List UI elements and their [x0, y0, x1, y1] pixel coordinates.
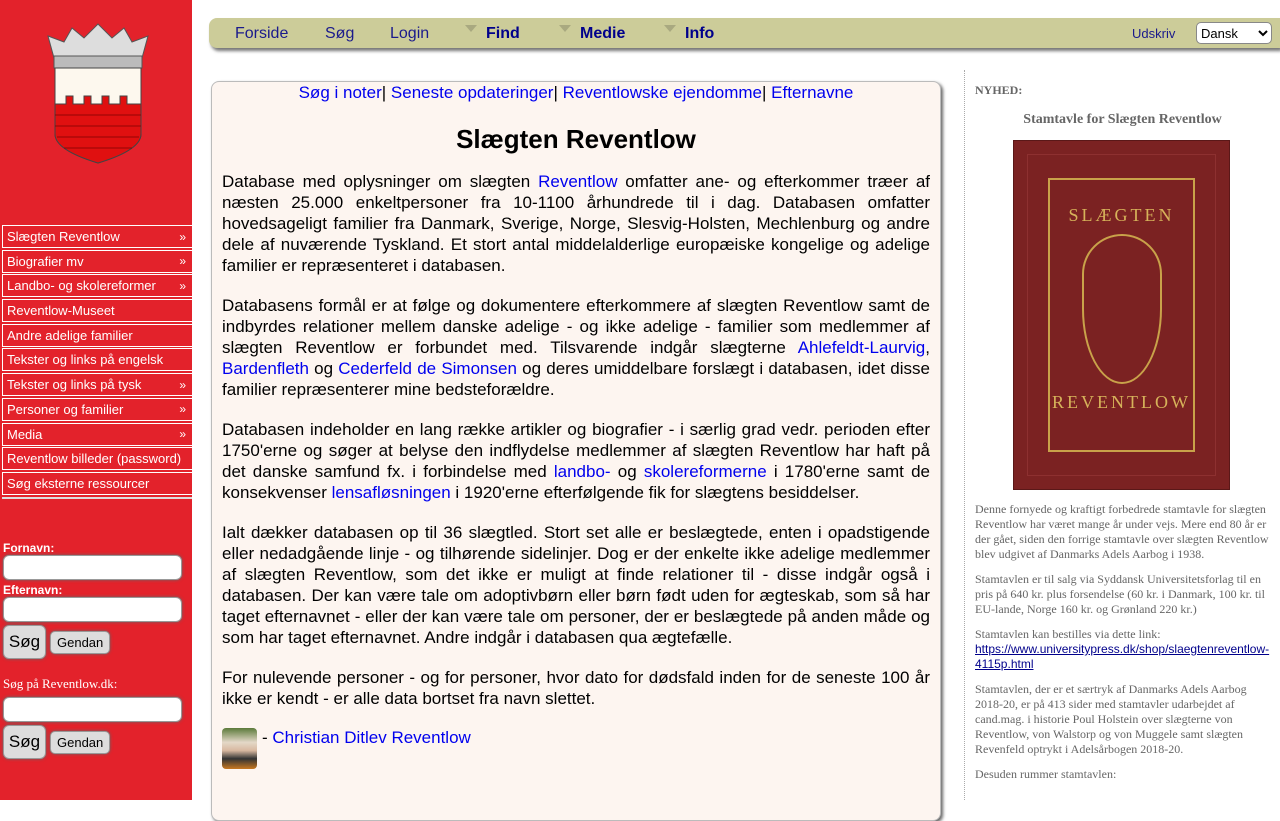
- coat-of-arms-logo: [44, 22, 152, 164]
- top-navigation: [209, 18, 1280, 48]
- inline-link[interactable]: Ahlefeldt-Laurvig: [797, 338, 926, 357]
- dash: -: [262, 728, 268, 747]
- menu-divider: [2, 497, 192, 499]
- menu-item-label: Landbo- og skolereformer: [7, 278, 156, 294]
- sidebar-menu-item[interactable]: [2, 274, 192, 297]
- book-cover-bottom-text: REVENTLOW: [1052, 392, 1191, 412]
- paragraph: [222, 667, 930, 709]
- language-select[interactable]: [1196, 22, 1272, 44]
- print-link[interactable]: Udskriv: [1132, 26, 1176, 41]
- text-segment: omfatter ane- og efterkommer træer af næsten 25.000 enkeltpersoner fra 10-1100 århundrede til i dag. Databasen omfatter hovedsageligt familier fra Danmark, Sverige, Norge, Slesvig-Holsten, Mechlenburg og andre dele af nuværende Tyskland. Et stort antal middelalderlige europæiske kongelige og adelige familier er repræsenteret i databasen.: [222, 172, 930, 275]
- intro-text: [222, 171, 930, 709]
- site-search-button[interactable]: Søg: [3, 725, 46, 759]
- paragraph: [222, 295, 930, 400]
- inline-link[interactable]: landbo-: [553, 462, 611, 481]
- sidebar-menu-item[interactable]: [2, 299, 192, 322]
- news-title: Stamtavle for Slægten Reventlow: [1023, 112, 1222, 127]
- link-surnames[interactable]: Efternavne: [771, 83, 854, 102]
- menu-item-label: Tekster og links på engelsk: [7, 352, 164, 368]
- inline-link[interactable]: Reventlow: [538, 172, 618, 191]
- author-signature: [222, 728, 930, 769]
- paragraph: [222, 522, 930, 648]
- last-name-label: Efternavn:: [3, 583, 63, 597]
- news-paragraph: Stamtavlen, der er et særtryk af Danmarks Adels Aarbog 2018-20, er på 413 sider med stamtavler udarbejdet af cand.mag. i historie Poul Holstein over slægterne von Reventlow, von Walstorp og von Muggele samt slægten Revenfeld optrykt i Adelsårbogen 2018-20.: [975, 682, 1247, 756]
- book-cover-image[interactable]: [1013, 140, 1230, 490]
- sidebar-menu-item[interactable]: [2, 472, 192, 495]
- last-name-input[interactable]: [3, 597, 182, 622]
- text-segment: i 1920'erne efterfølgende fik for slægtens besiddelser.: [450, 483, 860, 502]
- text-segment: og: [610, 462, 644, 481]
- menu-item-label: Media: [7, 426, 43, 442]
- submenu-arrow-icon: »: [179, 402, 186, 417]
- news-panel: [975, 83, 1270, 792]
- order-text: Stamtavlen kan bestilles via dette link:: [975, 627, 1161, 641]
- sidebar: [0, 0, 192, 800]
- site-reset-button[interactable]: Gendan: [50, 731, 110, 754]
- author-avatar: [222, 728, 257, 769]
- first-name-label: Fornavn:: [3, 541, 55, 555]
- link-search-notes[interactable]: Søg i noter: [298, 83, 382, 102]
- menu-item-label: Reventlow-Museet: [7, 303, 115, 319]
- separator: |: [762, 83, 767, 102]
- nav-forside[interactable]: Forside: [235, 25, 289, 42]
- nav-find[interactable]: Find: [486, 25, 520, 42]
- main-content: [211, 81, 941, 821]
- reset-button[interactable]: Gendan: [50, 631, 110, 654]
- dropdown-arrow-icon: [559, 25, 571, 32]
- nav-medie[interactable]: Medie: [580, 25, 626, 42]
- dropdown-arrow-icon: [664, 25, 676, 32]
- text-segment: ,: [925, 338, 930, 357]
- first-name-input[interactable]: [3, 555, 182, 580]
- nav-info[interactable]: Info: [685, 25, 715, 42]
- paragraph: [222, 171, 930, 276]
- inline-link[interactable]: Bardenfleth: [222, 359, 309, 378]
- text-segment: og deres umiddelbare forslægt i databasen, idet disse familier repræsenterer mine bedsteforældre.: [222, 359, 930, 399]
- submenu-arrow-icon: »: [179, 427, 186, 441]
- menu-item-label: Biografier mv: [7, 253, 84, 269]
- news-heading: NYHED:: [975, 83, 1023, 97]
- column-divider: [964, 70, 965, 800]
- page-title: Slægten Reventlow: [456, 124, 696, 154]
- news-paragraph: Denne fornyede og kraftigt forbedrede stamtavle for slægten Reventlow har været mange år under vejs. Mere end 80 år er der gået, siden den forrige stamtavle over slægten Reventlow blev udgivet af Danmarks Adels Aarbog i 1938.: [975, 502, 1269, 561]
- news-paragraph: Stamtavlen er til salg via Syddansk Universitetsforlag til en pris på 640 kr. plus forsendelse (60 kr. i Danmark, 100 kr. til EU-lande, Norge 160 kr. og Grønland 220 kr.): [975, 572, 1265, 616]
- inline-link[interactable]: lensafløsningen: [331, 483, 451, 502]
- book-cover-top-text: SLÆGTEN: [1068, 205, 1175, 225]
- text-segment: Ialt dækker databasen op til 36 slægtled. Stort set alle er beslægtede, enten i opadstigende eller nedadgående linje - og tilhørende sidelinjer. Dog er der enkelte ikke adelige medlemmer af slægten Reventlow, som det ikke er muligt at finde relationer til - disse indgår også i databasen. Der kan være tale om adoptivbørn eller børn født uden for ægteskab, som så har taget efternavnet - eller der kan være tale om personer, der er beslægtede på anden måde og som har taget efternavnet. Andre indgår i databasen qua ægtefælle.: [222, 523, 930, 647]
- search-button[interactable]: Søg: [3, 625, 46, 659]
- sidebar-menu-item[interactable]: [2, 447, 192, 470]
- sidebar-menu-item[interactable]: [2, 225, 192, 248]
- submenu-arrow-icon: »: [179, 254, 186, 269]
- nav-search[interactable]: Søg: [325, 25, 355, 42]
- inline-link[interactable]: Cederfeld de Simonsen: [338, 359, 517, 378]
- separator: |: [553, 83, 558, 102]
- nav-login[interactable]: Login: [390, 25, 430, 42]
- author-link[interactable]: Christian Ditlev Reventlow: [272, 728, 471, 747]
- text-segment: i 1780'erne samt de konsekvenser: [222, 462, 930, 502]
- paragraph: [222, 419, 930, 503]
- sidebar-menu-item[interactable]: [2, 398, 192, 421]
- text-segment: For nulevende personer - og for personer, hvor dato for dødsfald inden for de seneste 100 år ikke er kendt - er alle data bortset fra navn slettet.: [222, 668, 930, 708]
- separator: |: [381, 83, 387, 102]
- text-segment: Database med oplysninger om slægten: [222, 172, 539, 191]
- menu-item-label: Personer og familier: [7, 401, 124, 417]
- sidebar-menu: [0, 225, 192, 499]
- inline-link[interactable]: skolereformerne: [643, 462, 767, 481]
- quick-links: [222, 82, 930, 104]
- dropdown-arrow-icon: [465, 25, 477, 32]
- site-search-input[interactable]: [3, 697, 182, 722]
- sidebar-menu-item[interactable]: [2, 373, 192, 396]
- submenu-arrow-icon: »: [179, 377, 186, 392]
- submenu-arrow-icon: »: [179, 229, 186, 244]
- person-search-form: [3, 541, 188, 759]
- menu-item-label: Søg eksterne ressourcer: [7, 475, 150, 491]
- site-search-label: Søg på Reventlow.dk:: [3, 676, 118, 691]
- news-paragraph: Desuden rummer stamtavlen:: [975, 767, 1117, 781]
- text-segment: Databasens formål er at følge og dokumentere efterkommere af slægten Reventlow samt de indbyrdes relationer mellem danske adelige - og ikke adelige - familier som medlemmer af slægten Reventlow er forbundet med. Tilsvarende indgår slægterne: [222, 296, 930, 357]
- menu-item-label: Slægten Reventlow: [7, 229, 120, 244]
- text-segment: Databasen indeholder en lang række artikler og biografier - i særlig grad vedr. perioden efter 1750'erne og søger at belyse den indflydelse medlemmer af slægten Reventlow har haft på det danske samfund fx. i forbindelse med: [222, 420, 930, 481]
- sidebar-menu-item[interactable]: [2, 250, 192, 273]
- submenu-arrow-icon: »: [179, 278, 186, 293]
- sidebar-menu-item[interactable]: [2, 423, 192, 446]
- sidebar-menu-item[interactable]: [2, 324, 192, 347]
- menu-item-label: Andre adelige familier: [7, 327, 133, 343]
- text-segment: og: [308, 359, 339, 378]
- menu-item-label: Reventlow billeder (password): [7, 451, 182, 467]
- order-link[interactable]: https://www.universitypress.dk/shop/slaegtenreventlow-4115p.html: [975, 642, 1270, 671]
- link-estates[interactable]: Reventlowske ejendomme: [562, 83, 763, 102]
- crest-emblem: [1082, 234, 1162, 384]
- link-latest-updates[interactable]: Seneste opdateringer: [390, 83, 554, 102]
- menu-item-label: Tekster og links på tysk: [7, 377, 142, 393]
- sidebar-menu-item[interactable]: [2, 348, 192, 371]
- news-paragraph: [975, 627, 1270, 672]
